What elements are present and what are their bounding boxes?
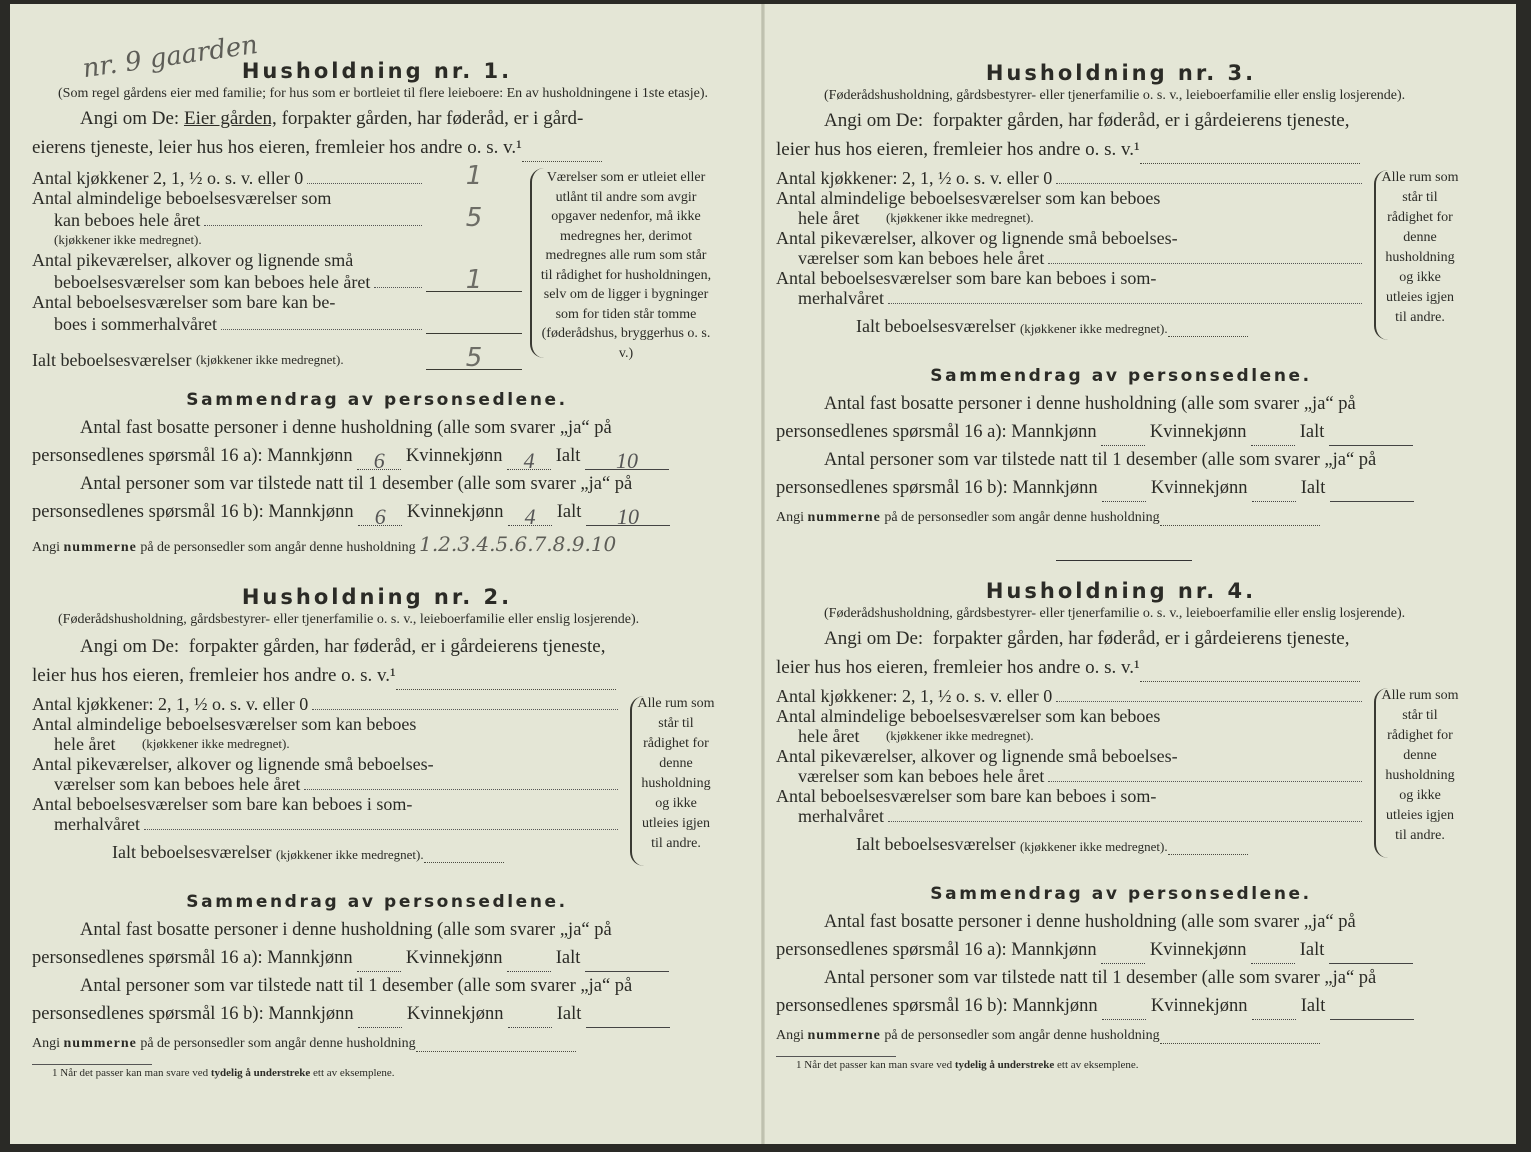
household-1-title: Husholdning nr. 1. <box>241 59 513 83</box>
kitchens-value: 1 <box>465 161 483 191</box>
household-1-rooms-note: Værelser som er utleiet eller utlånt til andre som avgir opgaver nedenfor, må ikke medregnes her, derimot medregnes alle rum som står til rådighet for husholdningen, selv om de ligger i bygninger som for tiden står tomme (føderådshus, bryggerhus o. s. v.) <box>540 170 712 361</box>
household-1-subtitle: (Som regel gårdens eier med familie; for hus som er bortleiet til flere leieboere: En av husholdningene i 1ste etasje). <box>58 86 709 101</box>
household-4: Husholdning nr. 4. (Føderådshusholdning, gårdsbestyrer- eller tjenerfamilie o. s. v., leieboerfamilie eller enslig losjerende). Angi om De: forpakter gården, har føderåd, er i gårdeierens tjeneste, leier hus hos eieren, fremleier hos andre o. s. v.¹ Antal kjøkkener: 2, 1, ½ o. s. v. eller 0 Antal almindelige beboelsesværelser som kan beboes hele året (kjøkkener ikke medregnet). Antal pikeværelser, alkover og lignende små beboelses- værelser som kan beboes hele året Antal beboelsesværelser som bare kan beboes i som- merhalvåret Ialt beboelsesværelser (kjøkkener ikke medregnet). Alle rum som står til rådighet for denne husholdning og ikke utleies igjen til andre. Sammendrag av personsedlene. Antal fast bosatte personer i denne husholdning (alle som svarer „ja“ på personsedlenes spørsmål 16 a): Mannkjønn Kvinnekjønn Ialt Antal personer som var tilstede natt til 1 desember (alle som svarer „ja“ på personsedlenes spørsmål 16 b): Mannkjønn Kvinnekjønn Ialt Angi nummerne på de personsedler som angår denne husholdning 1 Når det passer kan man svare ved tydelig å understreke ett av eksemplene. <box>776 576 1466 1071</box>
census-form-sheet <box>10 4 1516 1144</box>
household-1-intro: Angi om De: Eier gården, forpakter gården, har føderåd, er i gård- eierens tjeneste, leier hus hos eieren, fremleier hos andre o. s. v.¹ <box>32 104 722 162</box>
footnote-left: 1 Når det passer kan man svare ved tydelig å understreke ett av eksemplene. <box>32 1064 152 1079</box>
left-page <box>32 4 722 1144</box>
right-page <box>776 4 1466 1144</box>
household-2-title: Husholdning nr. 2. <box>241 585 513 609</box>
total-rooms-value: 5 <box>426 348 522 370</box>
maid-rooms-row: beboelsesværelser som kan beboes hele året 1 <box>32 270 522 292</box>
household-4-title: Husholdning nr. 4. <box>985 579 1257 603</box>
household-2: Husholdning nr. 2. (Føderådshusholdning, gårdsbestyrer- eller tjenerfamilie o. s. v., leieboerfamilie eller enslig losjerende). Angi om De: forpakter gården, har føderåd, er i gårdeierens tjeneste, leier hus hos eieren, fremleier hos andre o. s. v.¹ Antal kjøkkener: 2, 1, ½ o. s. v. eller 0 Antal almindelige beboelsesværelser som kan beboes hele året (kjøkkener ikke medregnet). Antal pikeværelser, alkover og lignende små beboelses- værelser som kan beboes hele året Antal beboelsesværelser som bare kan beboes i som- merhalvåret Ialt beboelsesværelser (kjøkkener ikke medregnet). Alle rum som står til rådighet for denne husholdning og ikke utleies igjen til andre. Sammendrag av personsedlene. Antal fast bosatte personer i denne husholdning (alle som svarer „ja“ på personsedlenes spørsmål 16 a): Mannkjønn Kvinnekjønn Ialt Antal personer som var tilstede natt til 1 desember (alle som svarer „ja“ på personsedlenes spørsmål 16 b): Mannkjønn Kvinnekjønn Ialt Angi nummerne på de personsedler som angår denne husholdning 1 Når det passer kan man svare ved tydelig å understreke ett av eksemplene. <box>32 582 722 1079</box>
rooms-year-value: 5 <box>465 203 483 233</box>
page-fold <box>761 4 765 1144</box>
summer-rooms-row: boes i sommerhalvåret <box>32 312 522 334</box>
maid-rooms-value: 1 <box>426 270 522 292</box>
total-rooms-row: Ialt beboelsesværelser (kjøkkener ikke medregnet). 5 <box>32 348 522 370</box>
household-3-title: Husholdning nr. 3. <box>985 61 1257 85</box>
household-1 <box>32 56 722 556</box>
section-separator <box>1056 560 1192 561</box>
household-1-person-numbers: Angi nummerne på de personsedler som angår denne husholdning 1.2.3.4.5.6.7.8.9.10 <box>32 532 617 556</box>
summer-rooms-value <box>426 312 522 334</box>
household-3: Husholdning nr. 3. (Føderådshusholdning, gårdsbestyrer- eller tjenerfamilie o. s. v., leieboerfamilie eller enslig losjerende). Angi om De: forpakter gården, har føderåd, er i gårdeierens tjeneste, leier hus hos eieren, fremleier hos andre o. s. v.¹ Antal kjøkkener: 2, 1, ½ o. s. v. eller 0 Antal almindelige beboelsesværelser som kan beboes hele året (kjøkkener ikke medregnet). Antal pikeværelser, alkover og lignende små beboelses- værelser som kan beboes hele året Antal beboelsesværelser som bare kan beboes i som- merhalvåret Ialt beboelsesværelser (kjøkkener ikke medregnet). Alle rum som står til rådighet for denne husholdning og ikke utleies igjen til andre. Sammendrag av personsedlene. Antal fast bosatte personer i denne husholdning (alle som svarer „ja“ på personsedlenes spørsmål 16 a): Mannkjønn Kvinnekjønn Ialt Antal personer som var tilstede natt til 1 desember (alle som svarer „ja“ på personsedlenes spørsmål 16 b): Mannkjønn Kvinnekjønn Ialt Angi nummerne på de personsedler som angår denne husholdning <box>776 58 1466 526</box>
owner-underlined: Eier gården, <box>183 108 277 129</box>
footnote-right: 1 Når det passer kan man svare ved tydelig å understreke ett av eksemplene. <box>776 1056 896 1071</box>
summary-title: Sammendrag av personsedlene. <box>186 390 568 410</box>
household-1-rooms: Antal kjøkkener 2, 1, ½ o. s. v. eller 0 1 Antal almindelige beboelsesværelser som kan beboes hele året 5 (kjøkkener ikke medregnet). Antal pikeværelser, alkover og lignende små beboelsesværelser som kan beboes hele året 1 Antal beboelsesværelser som bare kan be- boes i sommerhalvåret Ialt beboelsesværelser (kjøkkener ikke medregnet). 5 Værelser som er utleiet eller utlånt til andre som avgir opgaver nedenfor, må ikke medregnes her, derimot medregnes alle rum som står til rådighet for husholdningen, selv om de ligger i bygninger som for tiden står tomme (føderådshus, bryggerhus o. s. v.) <box>32 161 712 373</box>
handwritten-corner-note: nr. 9 gaarden <box>80 29 260 85</box>
household-1-summary: Antal fast bosatte personer i denne husholdning (alle som svarer „ja“ på personsedlenes spørsmål 16 a): Mannkjønn 6 Kvinnekjønn 4 Ialt 10 Antal personer som var tilstede natt til 1 desember (alle som svarer „ja“ på personsedlenes spørsmål 16 b): Mannkjønn 6 Kvinnekjønn 4 Ialt 10 <box>32 414 722 526</box>
rooms-year-row: kan beboes hele året 5 <box>32 208 522 230</box>
kitchens-row: Antal kjøkkener 2, 1, ½ o. s. v. eller 0 1 <box>32 166 522 188</box>
